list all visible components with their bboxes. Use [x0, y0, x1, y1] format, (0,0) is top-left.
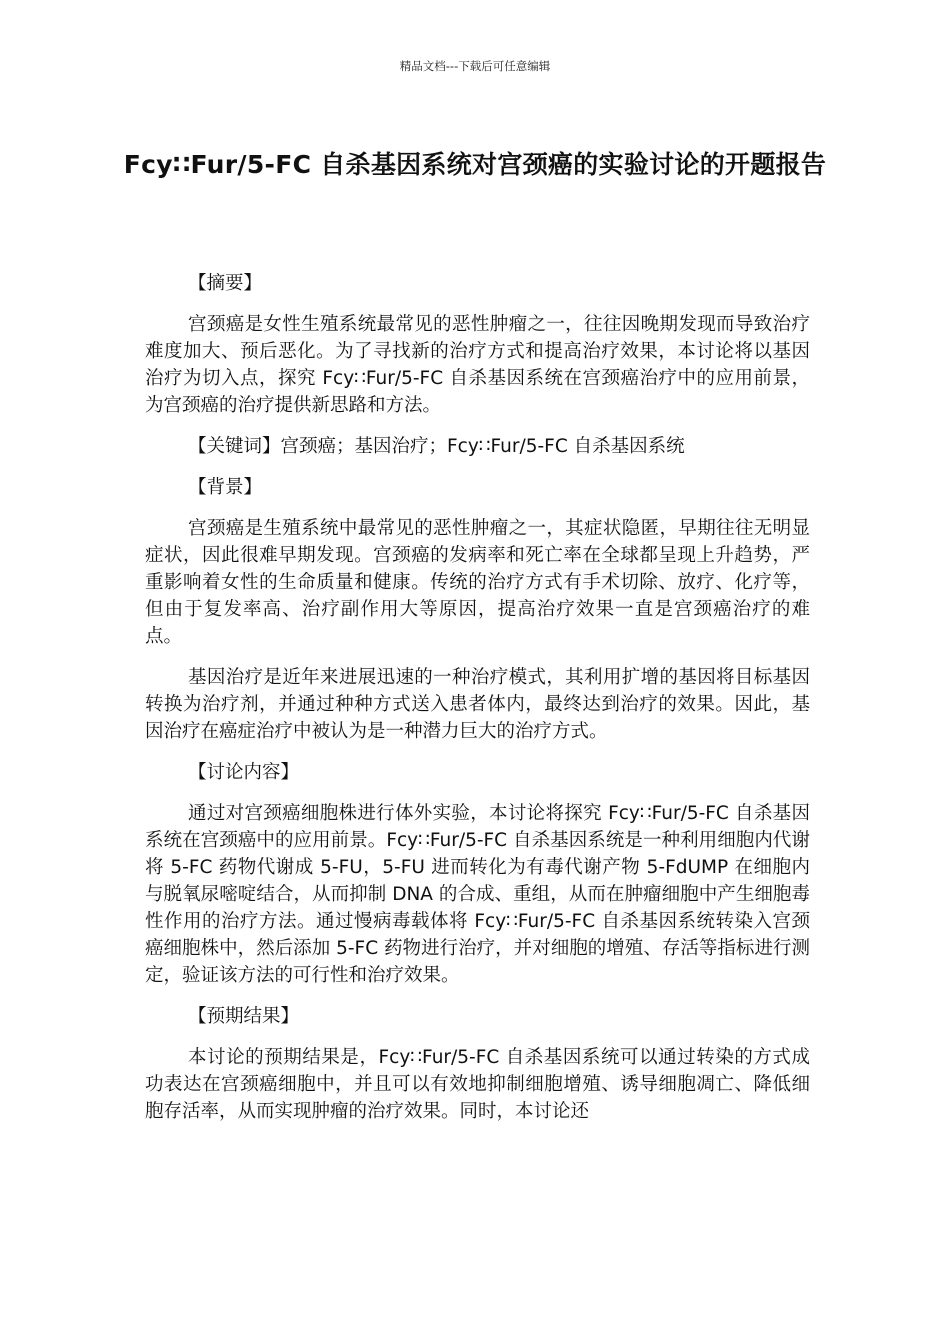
header-note: 精品文档---下载后可任意编辑 [399, 59, 551, 73]
background-paragraph-2: 基因治疗是近年来进展迅速的一种治疗模式，其利用扩增的基因将目标基因转换为治疗剂，并通过种种方式送入患者体内，最终达到治疗的效果。因此，基因治疗在癌症治疗中被认为是一种潜力巨大的治疗方式。 [145, 667, 810, 742]
keywords-line: 【关键词】宫颈癌；基因治疗；Fcy∷Fur/5-FC 自杀基因系统 [188, 436, 685, 457]
discussion-paragraph: 通过对宫颈癌细胞株进行体外实验，本讨论将探究 Fcy∷Fur/5-FC 自杀基因系统在宫颈癌中的应用前景。Fcy∷Fur/5-FC 自杀基因系统是一种利用细胞内代谢将 5-FC 药物代谢成 5-FU，5-FU 进而转化为有毒代谢产物 5-FdUMP 在细胞内与脱氧尿嘧啶结合，从而抑制 DNA 的合成、重组，从而在肿瘤细胞中产生细胞毒性作用的治疗方法。通过慢病毒载体将 Fcy∷Fur/5-FC 自杀基因系统转染入宫颈癌细胞株中，然后添加 5-FC 药物进行治疗，并对细胞的增殖、存活等指标进行测定，验证该方法的可行性和治疗效果。 [145, 803, 810, 986]
abstract-heading: 【摘要】 [188, 273, 263, 294]
document-title: Fcy∷Fur/5-FC 自杀基因系统对宫颈癌的实验讨论的开题报告 [123, 150, 827, 179]
background-heading: 【背景】 [188, 477, 263, 498]
expected-paragraph: 本讨论的预期结果是，Fcy∷Fur/5-FC 自杀基因系统可以通过转染的方式成功表达在宫颈癌细胞中，并且可以有效地抑制细胞增殖、诱导细胞凋亡、降低细胞存活率，从而实现肿瘤的治疗效果。同时，本讨论还 [145, 1047, 810, 1122]
background-paragraph-1: 宫颈癌是生殖系统中最常见的恶性肿瘤之一，其症状隐匿，早期往往无明显症状，因此很难早期发现。宫颈癌的发病率和死亡率在全球都呈现上升趋势，严重影响着女性的生命质量和健康。传统的治疗方式有手术切除、放疗、化疗等，但由于复发率高、治疗副作用大等原因，提高治疗效果一直是宫颈癌治疗的难点。 [145, 518, 810, 647]
discussion-heading: 【讨论内容】 [188, 762, 300, 783]
expected-heading: 【预期结果】 [188, 1006, 300, 1027]
abstract-paragraph: 宫颈癌是女性生殖系统最常见的恶性肿瘤之一，往往因晚期发现而导致治疗难度加大、预后恶化。为了寻找新的治疗方式和提高治疗效果，本讨论将以基因治疗为切入点，探究 Fcy∷Fur/5-FC 自杀基因系统在宫颈癌治疗中的应用前景，为宫颈癌的治疗提供新思路和方法。 [145, 314, 810, 416]
document-body [145, 270, 810, 1139]
